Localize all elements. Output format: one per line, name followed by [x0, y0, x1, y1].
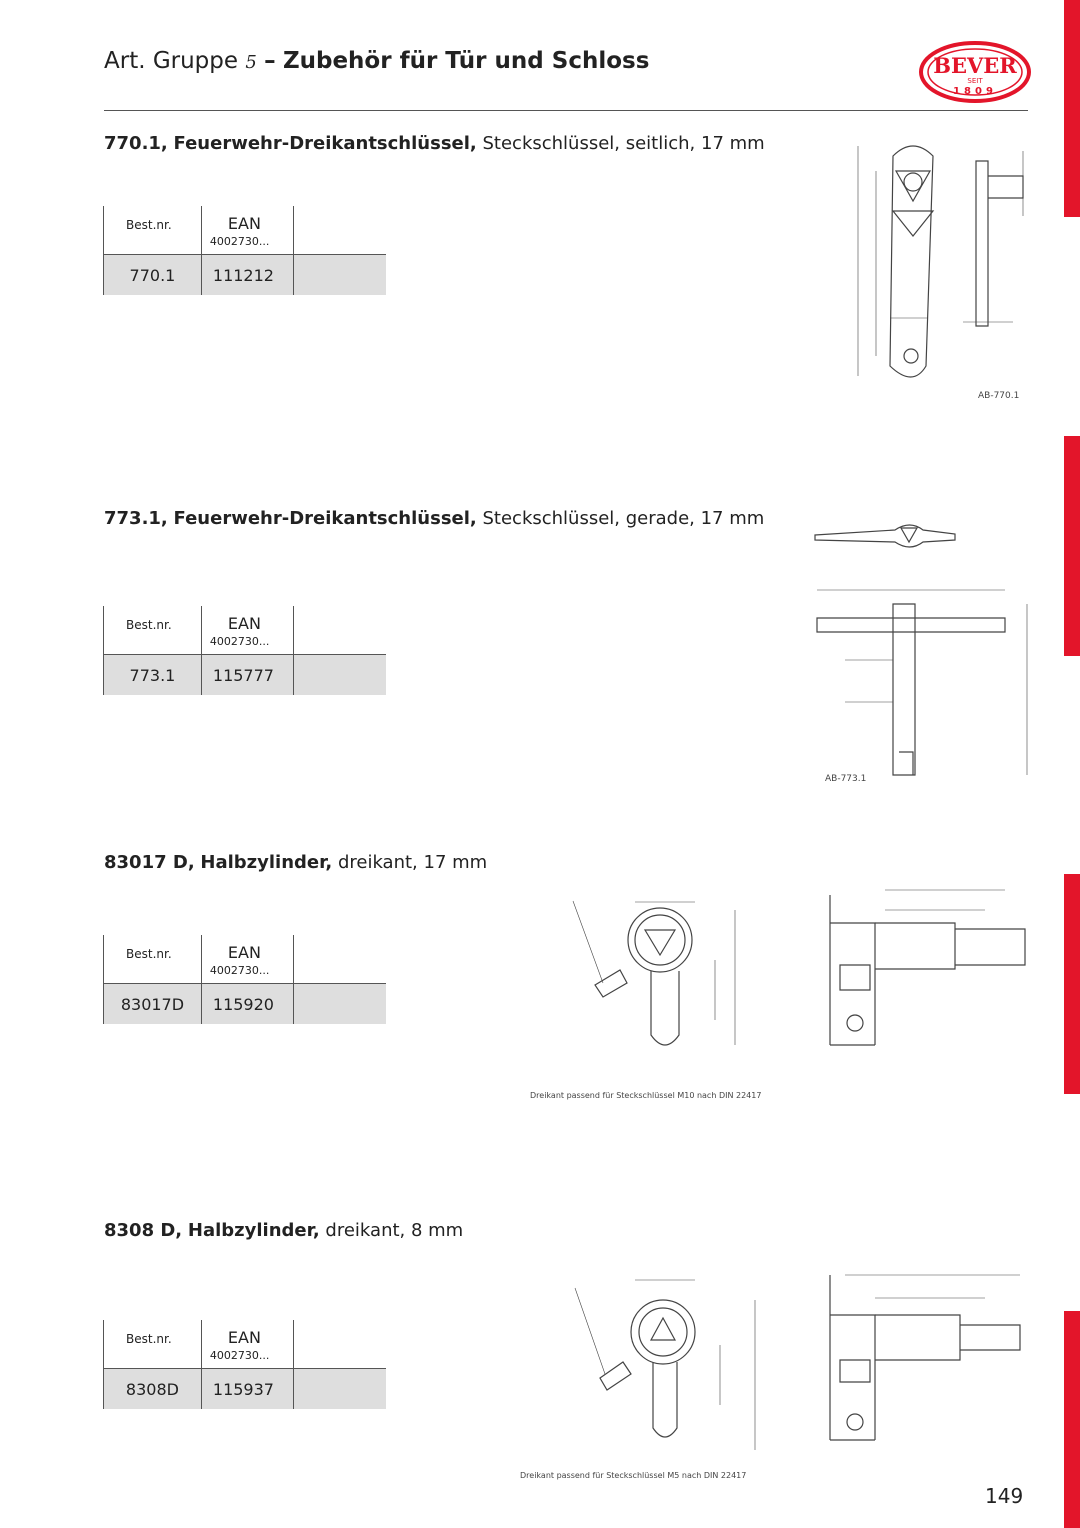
best-nr-value: 773.1 [104, 655, 202, 696]
product-title-773: 773.1, Feuerwehr-Dreikantschlüssel, Steckschlüssel, gerade, 17 mm [104, 508, 765, 529]
logo-name: BEVER [933, 53, 1017, 78]
technical-drawing-83017 [525, 865, 1035, 1105]
ean-prefix: 4002730... [209, 635, 270, 648]
side-marker-3 [1064, 874, 1080, 1094]
ean-value: 115777 [201, 655, 293, 696]
header-separator: – [264, 48, 276, 74]
best-nr-label: Best.nr. [126, 618, 172, 632]
ean-prefix: 4002730... [209, 964, 270, 977]
best-nr-label: Best.nr. [126, 947, 172, 961]
drawing-caption-8308: Dreikant passend für Steckschlüssel M5 nach DIN 22417 [520, 1471, 747, 1480]
page-title: Zubehör für Tür und Schloss [282, 48, 650, 74]
technical-drawing-770 [838, 126, 1038, 406]
drawing-label-770: AB-770.1 [978, 391, 1020, 401]
best-nr-value: 83017D [104, 984, 202, 1025]
drawing-label-773: AB-773.1 [825, 774, 867, 784]
page-header [104, 48, 649, 74]
side-marker-4 [1064, 1311, 1080, 1528]
ean-label: EAN [227, 614, 261, 633]
ean-label: EAN [227, 214, 261, 233]
group-number: 5 [245, 52, 257, 73]
best-nr-value: 8308D [104, 1369, 202, 1410]
best-nr-label: Best.nr. [126, 1332, 172, 1346]
best-nr-label: Best.nr. [126, 218, 172, 232]
logo-year: 1809 [953, 86, 997, 97]
technical-drawing-8308 [515, 1250, 1035, 1485]
group-label: Art. Gruppe [104, 48, 239, 74]
technical-drawing-773 [805, 490, 1040, 790]
ean-prefix: 4002730... [209, 1349, 270, 1362]
product-title-8308: 8308 D, Halbzylinder, dreikant, 8 mm [104, 1220, 464, 1241]
ean-label: EAN [227, 1328, 261, 1347]
page-number: 149 [985, 1484, 1024, 1508]
ean-table-773 [103, 606, 386, 695]
ean-value: 111212 [201, 255, 293, 296]
header-divider [104, 110, 1028, 111]
ean-value: 115937 [201, 1369, 293, 1410]
drawing-caption-83017: Dreikant passend für Steckschlüssel M10 nach DIN 22417 [530, 1091, 762, 1100]
side-marker-2 [1064, 436, 1080, 656]
ean-table-83017 [103, 935, 386, 1024]
ean-table-770 [103, 206, 386, 295]
ean-label: EAN [227, 943, 261, 962]
side-marker-1 [1064, 0, 1080, 217]
ean-prefix: 4002730... [209, 235, 270, 248]
best-nr-value: 770.1 [104, 255, 202, 296]
product-title-83017: 83017 D, Halbzylinder, dreikant, 17 mm [104, 852, 488, 873]
ean-table-8308 [103, 1320, 386, 1409]
logo-seit: SEIT [967, 77, 983, 85]
ean-value: 115920 [201, 984, 293, 1025]
bever-logo [918, 40, 1032, 104]
product-title-770: 770.1, Feuerwehr-Dreikantschlüssel, Steckschlüssel, seitlich, 17 mm [104, 133, 765, 154]
